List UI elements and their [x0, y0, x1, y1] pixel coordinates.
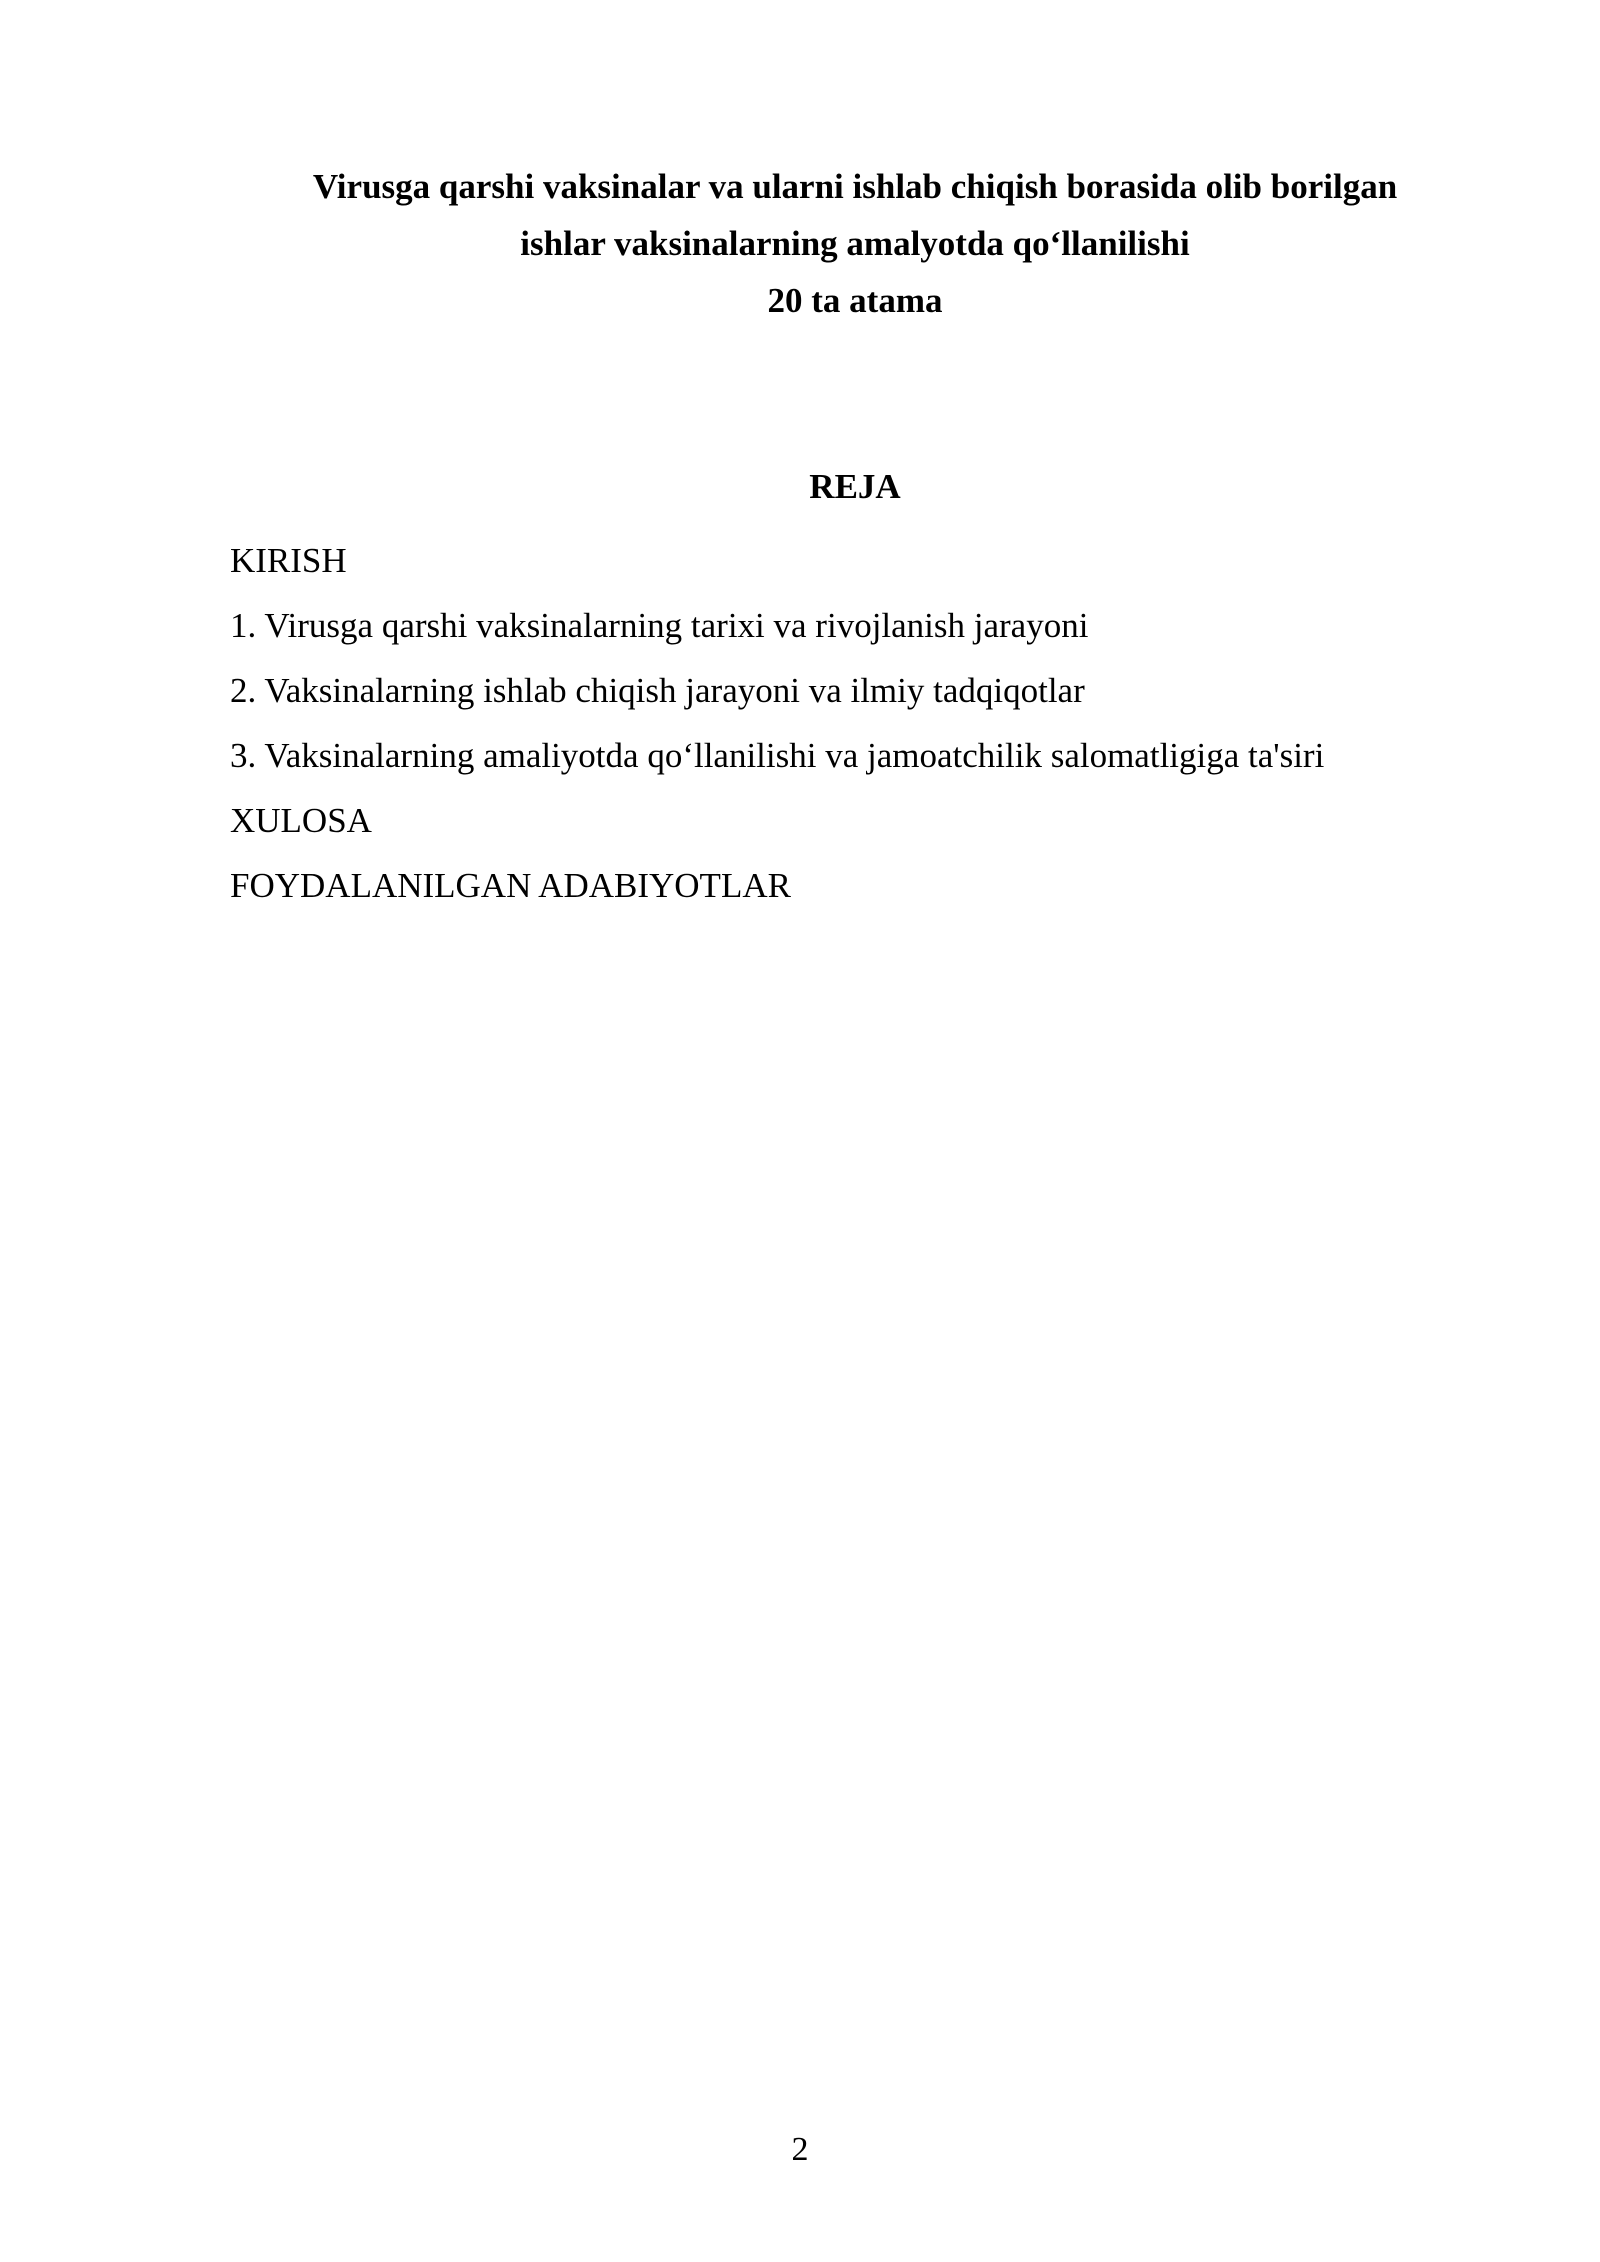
title-line-1: Virusga qarshi vaksinalar va ularni ishlab chiqish borasida olib borilgan	[312, 167, 1398, 206]
plan-item-2: 2. Vaksinalarning ishlab chiqish jarayoni va ilmiy tadqiqotlar	[230, 671, 1085, 710]
title-line-3: 20 ta atama	[767, 281, 943, 320]
document-title	[230, 158, 1480, 329]
plan-item-introduction: KIRISH	[230, 541, 347, 580]
plan-item-1: 1. Virusga qarshi vaksinalarning tarixi va rivojlanish jarayoni	[230, 606, 1089, 645]
plan-item-3: 3. Vaksinalarning amaliyotda qo‘llanilishi va jamoatchilik salomatligiga ta'siri	[230, 736, 1325, 775]
plan-list	[230, 528, 1480, 918]
plan-item-conclusion: XULOSA	[230, 801, 372, 840]
plan-item-references: FOYDALANILGAN ADABIYOTLAR	[230, 866, 791, 905]
plan-heading: REJA	[809, 467, 901, 506]
title-line-2: ishlar vaksinalarning amalyotda qo‘llanilishi	[520, 224, 1190, 263]
page-number: 2	[791, 2131, 809, 2168]
